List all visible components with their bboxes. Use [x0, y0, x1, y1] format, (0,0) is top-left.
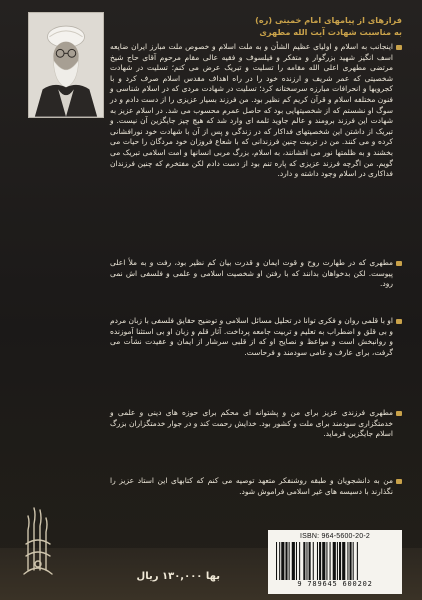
isbn-label: ISBN: 964-5600-20-2 — [300, 533, 370, 540]
quote-paragraph — [110, 316, 402, 358]
isbn-block — [268, 530, 402, 594]
quote-paragraph — [110, 476, 402, 497]
publisher-logo — [16, 500, 60, 582]
author-portrait — [28, 12, 104, 118]
bullet-icon — [396, 45, 402, 50]
barcode-number: 9 789645 600202 — [297, 580, 373, 588]
bullet-icon — [396, 319, 402, 324]
bullet-icon — [396, 411, 402, 416]
quote-text: مطهری فرزندی عزیز برای من و پشتوانه ای محکم برای حوزه های دینی و علمی و خدمتگزاری سودمند برای ملت و کشور بود. خدایش رحمت کند و در جوار خدمتگزاران بزرگ اسلام جایگزین فرماید. — [110, 408, 393, 439]
quote-text: من به دانشجویان و طبقه روشنفکر متعهد توصیه می کنم که کتابهای این استاد عزیز را نگذارند با دسیسه های غیر اسلامی فراموش شود. — [110, 476, 393, 496]
quote-paragraph — [110, 42, 402, 180]
quote-text: او با قلمی روان و فکری توانا در تحلیل مسائل اسلامی و توضیح حقایق فلسفی با زبان مردم و بی قلق و اضطراب به تعلیم و تربیت جامعه پرداخت. آثار قلم و زبان او بی استثنا آموزنده و روانبخش است و مواعظ و نصایح او که از قلبی سرشار از ایمان و عقیدت نشأت می گرفت، برای عارف و عامی سودمند و فرحاست. — [110, 316, 393, 357]
quote-text: مطهری که در طهارت روح و قوت ایمان و قدرت بیان کم نظیر بود، رفت و به ملأ اعلی پیوست. لکن بدخواهان بدانند که با رفتن او شخصیت اسلامی و علمی و فلسفی اش نمی رود. — [110, 258, 393, 289]
price-label: بها ۱۳۰,۰۰۰ ریال — [136, 571, 220, 582]
bullet-icon — [396, 479, 402, 484]
bullet-icon — [396, 261, 402, 266]
quote-text: اینجانب به اسلام و اولیای عظیم الشأن و به ملت اسلام و خصوص ملت مبارز ایران ضایعه اسف انگیز شهید بزرگوار و متفکر و فیلسوف و فقیه عالی مقام مرحوم آقای حاج شیخ مرتضی مطهری اعلی الله مقامه را تسلیت و تبریک عرض می کنم؛ تسلیت در شهادت شخصیتی که عمر شریف و ارزنده خود را در راه اهداف مقدس اسلام صرف کرد و با کجرویها و انحرافات مبارزه سرسختانه کرد؛ تسلیت در شهادت مردی که در اسلام شناسی و فنون مختلفه اسلام و قرآن کریم کم نظیر بود. من فرزند بسیار عزیزی را از دست دادم و در سوگ او نشستم که از شخصیتهایی بود که حاصل عمرم محسوب می شد. در اسلام عزیز به شهادت این فرزند برومند و عالم جاوید ثلمه ای وارد شد که هیچ چیز جایگزین آن نیست. و تبریک از داشتن این شخصیتهای فداکار که در زندگی و پس از آن با شهادت خود نورافشانی کرده و می کنند. من در تربیت چنین فرزندانی که با شعاع فروزان خود مردگان را حیات می بخشند و به ظلمتها نور می افشانند، به اسلام، بزرگ مربی انسانها و امت اسلامی تبریک می گویم. من اگرچه فرزند عزیزی که پاره تنم بود از دست دادم لکن مفتخرم که چنین فرزندان فداکاری در اسلام وجود داشته و دارد. — [110, 42, 393, 179]
quote-paragraph — [110, 408, 402, 440]
heading-line-2: به مناسبت شهادت آیت الله مطهری — [259, 27, 402, 37]
heading-line-1: فرازهای از پیامهای امام خمینی (ره) — [255, 15, 402, 25]
quote-paragraph — [110, 258, 402, 290]
barcode-icon — [272, 542, 398, 580]
cover-heading — [132, 14, 402, 38]
